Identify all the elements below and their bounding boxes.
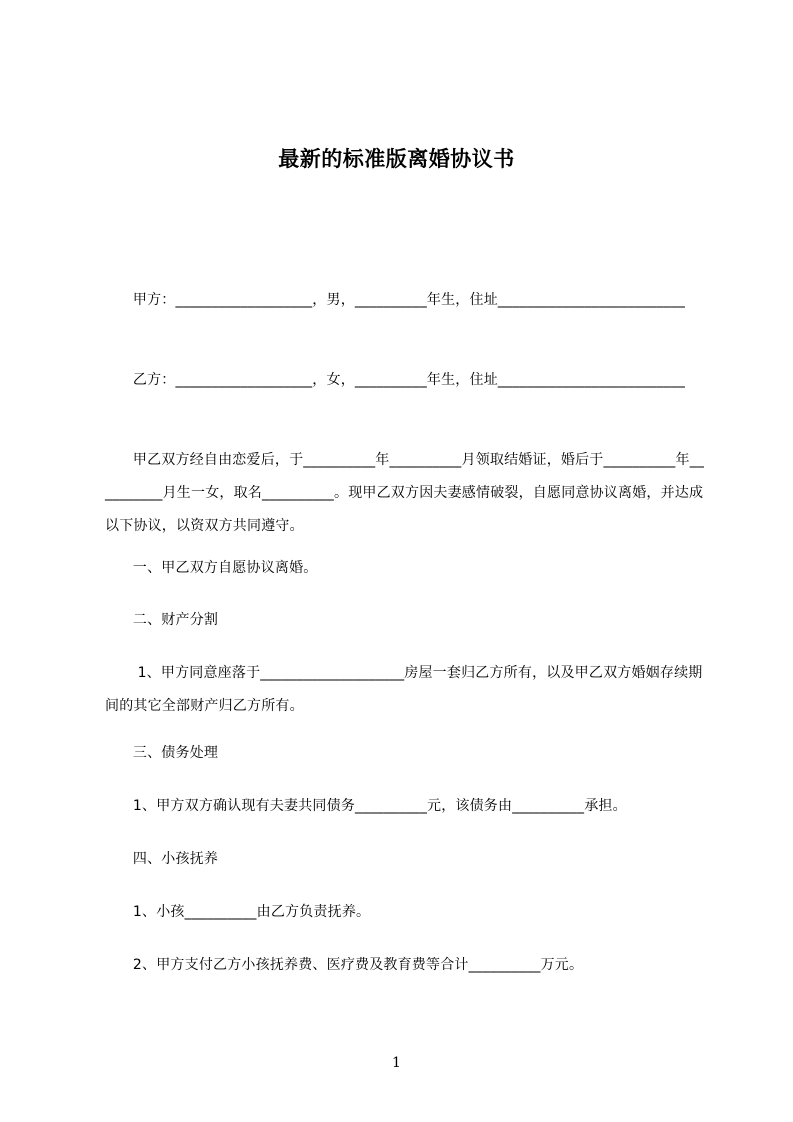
- custody-clause: 1、小孩__________由乙方负责抚养。: [105, 904, 371, 920]
- child-support-clause: 2、甲方支付乙方小孩抚养费、医疗费及教育费等合计__________万元。: [105, 957, 584, 973]
- section-4-heading: 四、小孩抚养: [105, 851, 219, 867]
- page-number: 1: [392, 1055, 401, 1071]
- party-a-line: 甲方：___________________，男，__________年生，住址__________________________: [105, 292, 686, 308]
- marriage-history-paragraph: 甲乙双方经自由恋爱后，于__________年__________月领取结婚证，婚后于__________年__________月生一女，取名__________。现甲乙双方因夫妻感情破裂，自愿同意协议离婚，并达成以下协议，以资双方共同遵守。: [105, 452, 705, 534]
- property-clause: 1、甲方同意座落于____________________房屋一套归乙方所有，以及甲乙双方婚姻存续期间的其它全部财产归乙方所有。: [105, 665, 703, 714]
- party-b-line: 乙方：___________________，女，__________年生，住址__________________________: [105, 372, 686, 388]
- section-3-heading: 三、债务处理: [105, 745, 219, 761]
- section-2-heading: 二、财产分割: [105, 612, 219, 628]
- section-1-heading: 一、甲乙双方自愿协议离婚。: [105, 560, 318, 576]
- document-title: 最新的标准版离婚协议书: [278, 147, 515, 171]
- debt-clause: 1、甲方双方确认现有夫妻共同债务__________元，该债务由__________承担。: [105, 798, 627, 814]
